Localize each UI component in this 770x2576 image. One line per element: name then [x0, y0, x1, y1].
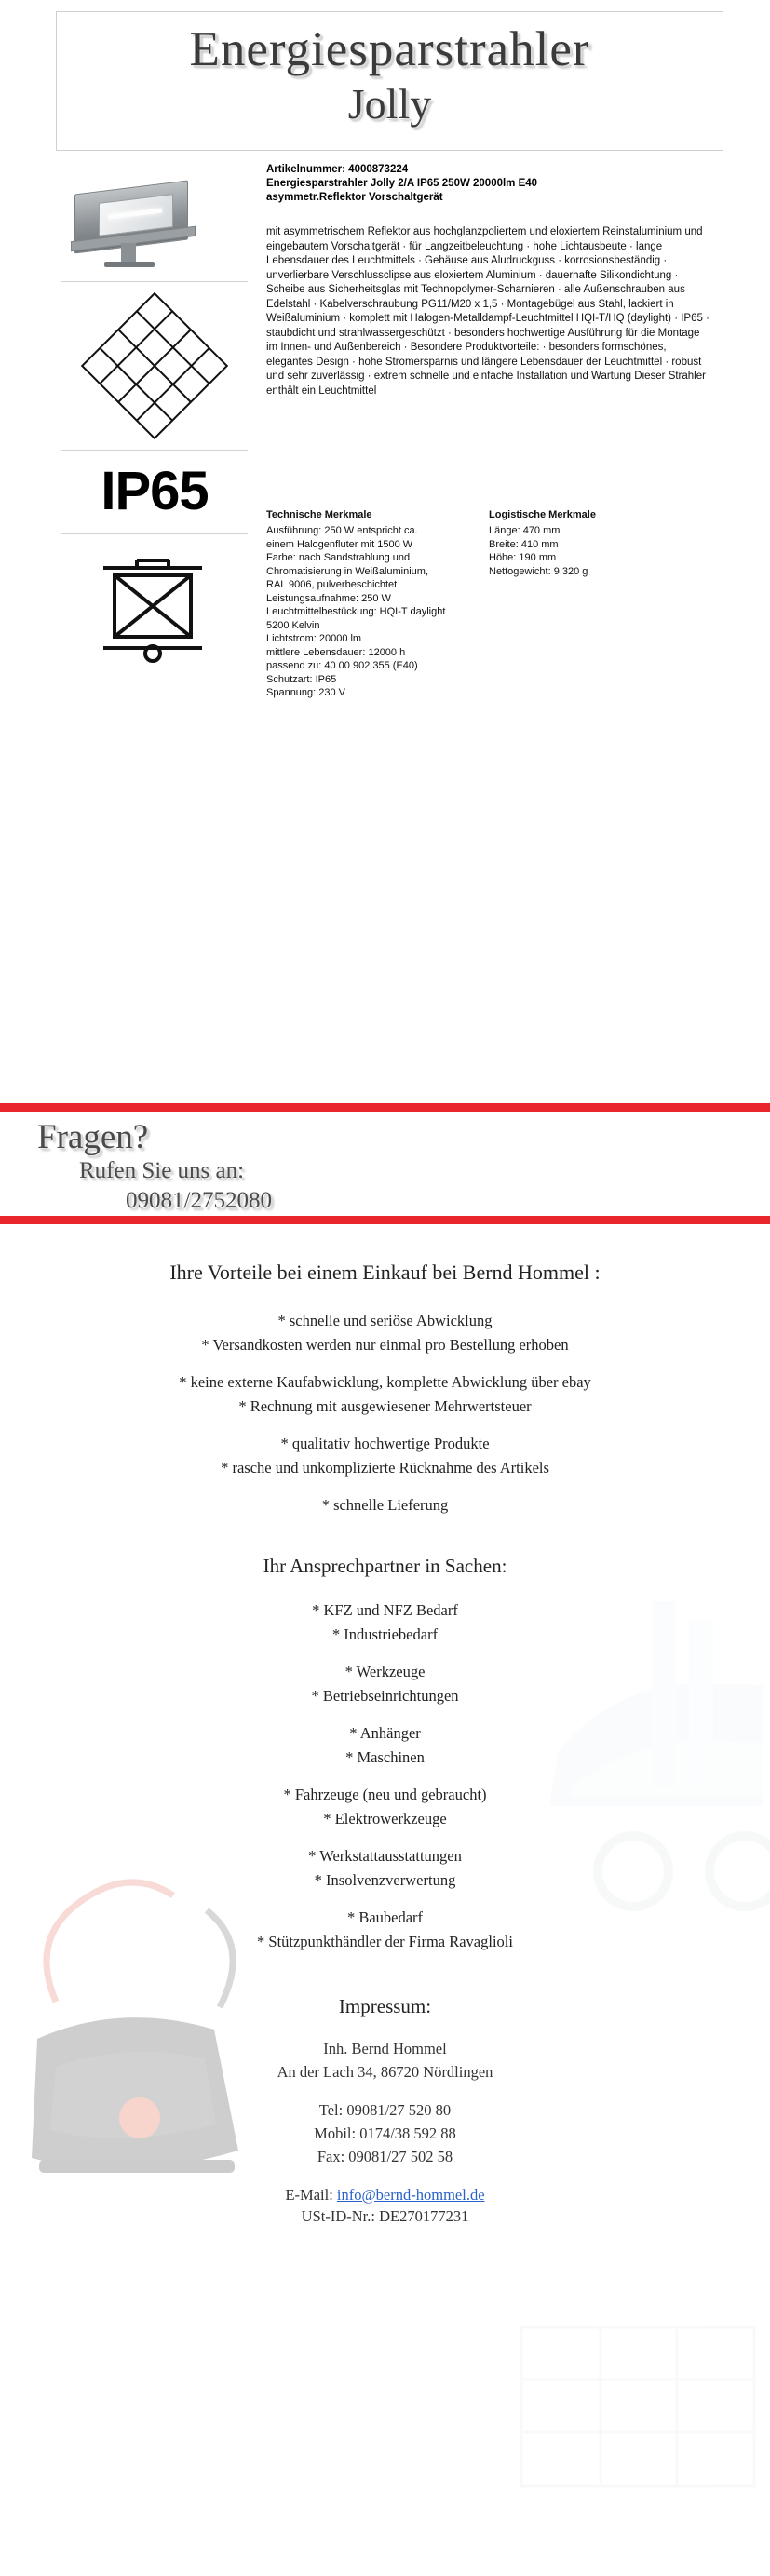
weee-image-cell [61, 544, 248, 674]
technical-spec-line: Chromatisierung in Weißaluminium, [266, 565, 429, 577]
banner-body [0, 1112, 770, 1216]
contact-area-item: * Werkzeuge [344, 1663, 426, 1680]
contact-area-item [0, 1770, 770, 1783]
banner-top-rule [0, 1103, 770, 1112]
logistic-spec-line: Höhe: 190 mm [489, 552, 557, 563]
title-frame [56, 11, 723, 151]
contact-area-item: * Insolvenzverwertung [314, 1871, 456, 1889]
ip65-badge-cell [61, 451, 248, 534]
logistic-specs-heading: Logistische Merkmale [489, 509, 596, 520]
technical-spec-line: Lichtstrom: 20000 lm [266, 633, 362, 644]
email-label: E-Mail: [285, 2186, 337, 2204]
contact-area-item: * Maschinen [345, 1748, 425, 1766]
technical-spec-line: passend zu: 40 00 902 355 (E40) [266, 660, 418, 671]
logistic-spec-line: Nettogewicht: 9.320 g [489, 565, 588, 577]
contact-areas-heading: Ihr Ansprechpartner in Sachen: [263, 1555, 507, 1577]
product-image-column [61, 163, 248, 683]
imprint-mobil: Mobil: 0174/38 592 88 [314, 2124, 456, 2142]
contact-area-item: * Stützpunkthändler der Firma Ravaglioli [257, 1933, 513, 1950]
advantage-item: * Versandkosten werden nur einmal pro Bestellung erhoben [201, 1336, 569, 1354]
email-link[interactable]: info@bernd-hommel.de [336, 2186, 485, 2204]
imprint-address: An der Lach 34, 86720 Nördlingen [277, 2063, 493, 2081]
ip65-badge: IP65 [101, 461, 209, 521]
logistic-spec-line: Breite: 410 mm [489, 538, 559, 550]
advantage-item: * qualitativ hochwertige Produkte [280, 1435, 490, 1452]
advantage-item [0, 1419, 770, 1432]
technical-spec-line: 5200 Kelvin [266, 619, 320, 631]
banner-phone-number: 09081/2752080 [126, 1188, 272, 1213]
product-description: mit asymmetrischem Reflektor aus hochglanzpoliertem und eloxiertem Reinstaluminium und eingebautem Vorschaltgerät · für Langzeitbeleuchtung · hohe Lichtausbeute · lange Lebensdauer des Leuchtmittels · Gehäuse aus Aludruckguss · korrosionsbeständig · unverlierbare Verschlussclipse aus eloxiertem Aluminium · dauerhafte Silikondichtung · Scheibe aus Sicherheitsglas mit Technopolymer-Scharnieren · alle Außenschrauben aus Edelstahl · Kabelverschraubung PG11/M20 x 1,5 · Montagebügel aus Stahl, lackiert in Weißaluminium · komplett mit Halogen-Metalldampf-Leuchtmittel HQI-T/HQ (daylight) · IP65 · staubdicht und strahlwassergeschützt · besonders hochwertige Ausführung für die Montage im Innen- und Außenbereich · Besondere Produktvorteile: · besonders formschönes, elegantes Design · hohe Stromersparnis und längere Lebensdauer der Leuchtmittel · robust und sehr zuverlässig · extrem schnelle und einfache Installation und Wartung Dieser Strahler enthält ein Leuchtmittel [266, 226, 709, 397]
beam-diagram-cell [61, 291, 248, 451]
technical-spec-line: Ausführung: 250 W entspricht ca. [266, 525, 418, 536]
page-subtitle: Jolly [347, 80, 432, 128]
banner-bottom-rule [0, 1216, 770, 1224]
imprint-owner: Inh. Bernd Hommel [323, 2040, 447, 2057]
technical-spec-line: mittlere Lebensdauer: 12000 h [266, 646, 406, 658]
info-section [0, 1229, 770, 2576]
advantage-item: * rasche und unkomplizierte Rücknahme des Artikels [221, 1459, 549, 1477]
contact-area-item: * Fahrzeuge (neu und gebraucht) [283, 1786, 487, 1803]
contact-areas-list [0, 1598, 770, 1954]
call-us-text: Rufen Sie uns an: [79, 1158, 245, 1183]
article-line-3: asymmetr.Reflektor Vorschaltgerät [266, 192, 443, 203]
technical-spec-line: Leuchtmittelbestückung: HQI-T daylight [266, 606, 446, 617]
imprint-fax: Fax: 09081/27 502 58 [317, 2148, 453, 2165]
specs-section [266, 509, 713, 700]
technical-spec-line: Leistungsaufnahme: 250 W [266, 592, 391, 604]
technical-spec-line: einem Halogenfluter mit 1500 W [266, 538, 413, 550]
advantage-item [0, 1357, 770, 1370]
technical-spec-line: Farbe: nach Sandstrahlung und [266, 552, 411, 563]
asymmetric-reflector-diagram-icon [75, 291, 234, 440]
product-section [43, 163, 727, 815]
contact-area-item [0, 1893, 770, 1906]
advantage-item: * Rechnung mit ausgewiesener Mehrwertsteuer [238, 1397, 532, 1415]
contact-area-item [0, 1708, 770, 1721]
logistic-spec-line: Länge: 470 mm [489, 525, 561, 536]
advantage-item [0, 1480, 770, 1493]
advantages-heading: Ihre Vorteile bei einem Einkauf bei Bernd Hommel : [169, 1261, 601, 1284]
contact-area-item: * Baubedarf [346, 1908, 424, 1926]
technical-specs-heading: Technische Merkmale [266, 509, 372, 520]
floodlight-icon [67, 174, 235, 272]
technical-spec-line: Spannung: 230 V [266, 687, 346, 698]
contact-area-item: * Elektrowerkzeuge [323, 1810, 447, 1827]
contact-area-item: * KFZ und NFZ Bedarf [312, 1601, 458, 1619]
technical-spec-line: Schutzart: IP65 [266, 673, 337, 685]
floodlight-image-cell [61, 174, 248, 282]
page-title: Energiesparstrahler [189, 22, 590, 76]
contact-area-item: * Werkstattausstattungen [308, 1847, 462, 1865]
product-text-column [266, 163, 713, 398]
weee-crossed-bin-icon [75, 544, 234, 674]
technical-specs [266, 509, 466, 700]
logistic-specs [489, 509, 689, 700]
imprint-heading: Impressum: [338, 1995, 432, 2017]
contact-area-item [0, 1647, 770, 1660]
contact-area-item: * Betriebseinrichtungen [311, 1687, 459, 1705]
questions-banner [0, 1103, 770, 1224]
info-content [0, 1261, 770, 2226]
article-line-2: Energiesparstrahler Jolly 2/A IP65 250W 20000lm E40 [266, 178, 538, 189]
article-line-1: Artikelnummer: 4000873224 [266, 164, 409, 175]
imprint-ust-id: USt-ID-Nr.: DE270177231 [301, 2207, 469, 2225]
contact-area-item [0, 1831, 770, 1844]
imprint-email-row [0, 2183, 770, 2207]
imprint-tel: Tel: 09081/27 520 80 [318, 2101, 452, 2119]
page-header [0, 0, 770, 163]
contact-area-item: * Anhänger [349, 1724, 421, 1742]
advantages-list [0, 1309, 770, 1517]
contact-area-item: * Industriebedarf [331, 1625, 439, 1643]
questions-heading: Fragen? [37, 1118, 149, 1156]
technical-spec-line: RAL 9006, pulverbeschichtet [266, 579, 398, 590]
advantage-item: * keine externe Kaufabwicklung, komplette Abwicklung über ebay [179, 1373, 591, 1391]
advantage-item: * schnelle und seriöse Abwicklung [277, 1312, 493, 1329]
advantage-item: * schnelle Lieferung [321, 1496, 449, 1514]
